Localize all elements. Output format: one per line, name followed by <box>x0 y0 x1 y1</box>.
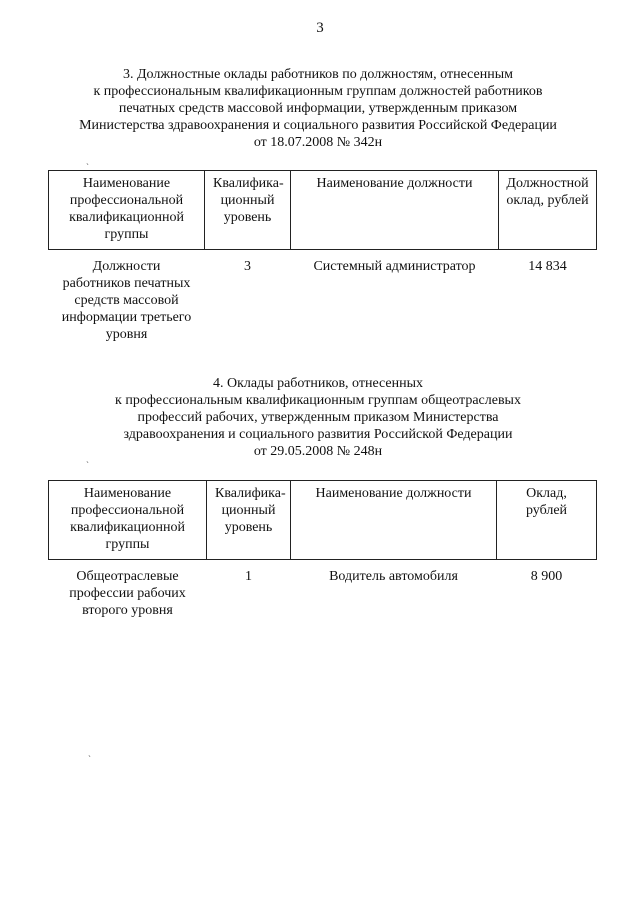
heading-line: 3. Должностные оклады работников по должностям, отнесенным <box>122 67 513 82</box>
cell-qualification-level: 3 <box>244 259 251 274</box>
heading-line: к профессиональным квалификационным группам должностей работников <box>93 84 543 99</box>
header-position-name: Наименование должности <box>291 481 497 560</box>
heading-line: печатных средств массовой информации, утвержденным приказом <box>118 101 518 116</box>
header-group-name: Наименование профессиональной квалификационной группы <box>49 481 207 560</box>
header-position-name: Наименование должности <box>291 171 499 250</box>
section-4-heading <box>40 375 596 460</box>
cell-position-name: Водитель автомобиля <box>329 569 458 584</box>
scan-speck: ˎ <box>86 453 89 463</box>
scan-speck: ˎ <box>86 155 89 165</box>
salary-table-section-4 <box>48 480 597 623</box>
heading-line: от 29.05.2008 № 248н <box>253 444 383 459</box>
cell-position-name: Системный администратор <box>313 259 476 274</box>
cell-qualification-level: 1 <box>245 569 252 584</box>
heading-line: к профессиональным квалификационным группам общеотраслевых <box>115 393 521 408</box>
cell-group-name: Общеотраслевые профессии рабочих второго уровня <box>69 569 186 618</box>
header-qualification-level: Квалифика- ционный уровень <box>205 171 291 250</box>
heading-line: от 18.07.2008 № 342н <box>253 135 383 150</box>
heading-line: 4. Оклады работников, отнесенных <box>212 376 424 391</box>
cell-salary: 8 900 <box>530 569 563 584</box>
table-row <box>49 250 597 348</box>
heading-line: Министерства здравоохранения и социального развития Российской Федерации <box>79 118 557 133</box>
section-3-heading <box>40 66 596 151</box>
table-header-row <box>49 481 597 560</box>
salary-table-section-3 <box>48 170 597 347</box>
heading-line: здравоохранения и социального развития Российской Федерации <box>123 427 513 442</box>
header-qualification-level: Квалифика- ционный уровень <box>207 481 291 560</box>
cell-salary: 14 834 <box>528 259 567 274</box>
cell-group-name: Должности работников печатных средств массовой информации третьего уровня <box>61 259 192 342</box>
table-row <box>49 560 597 624</box>
page-number: 3 <box>316 20 324 36</box>
heading-line: профессий рабочих, утвержденным приказом Министерства <box>137 410 499 425</box>
header-group-name: Наименование профессиональной квалификационной группы <box>49 171 205 250</box>
header-salary: Оклад, рублей <box>497 481 597 560</box>
table-header-row <box>49 171 597 250</box>
header-salary: Должностной оклад, рублей <box>499 171 597 250</box>
scan-speck: ˎ <box>88 747 91 757</box>
